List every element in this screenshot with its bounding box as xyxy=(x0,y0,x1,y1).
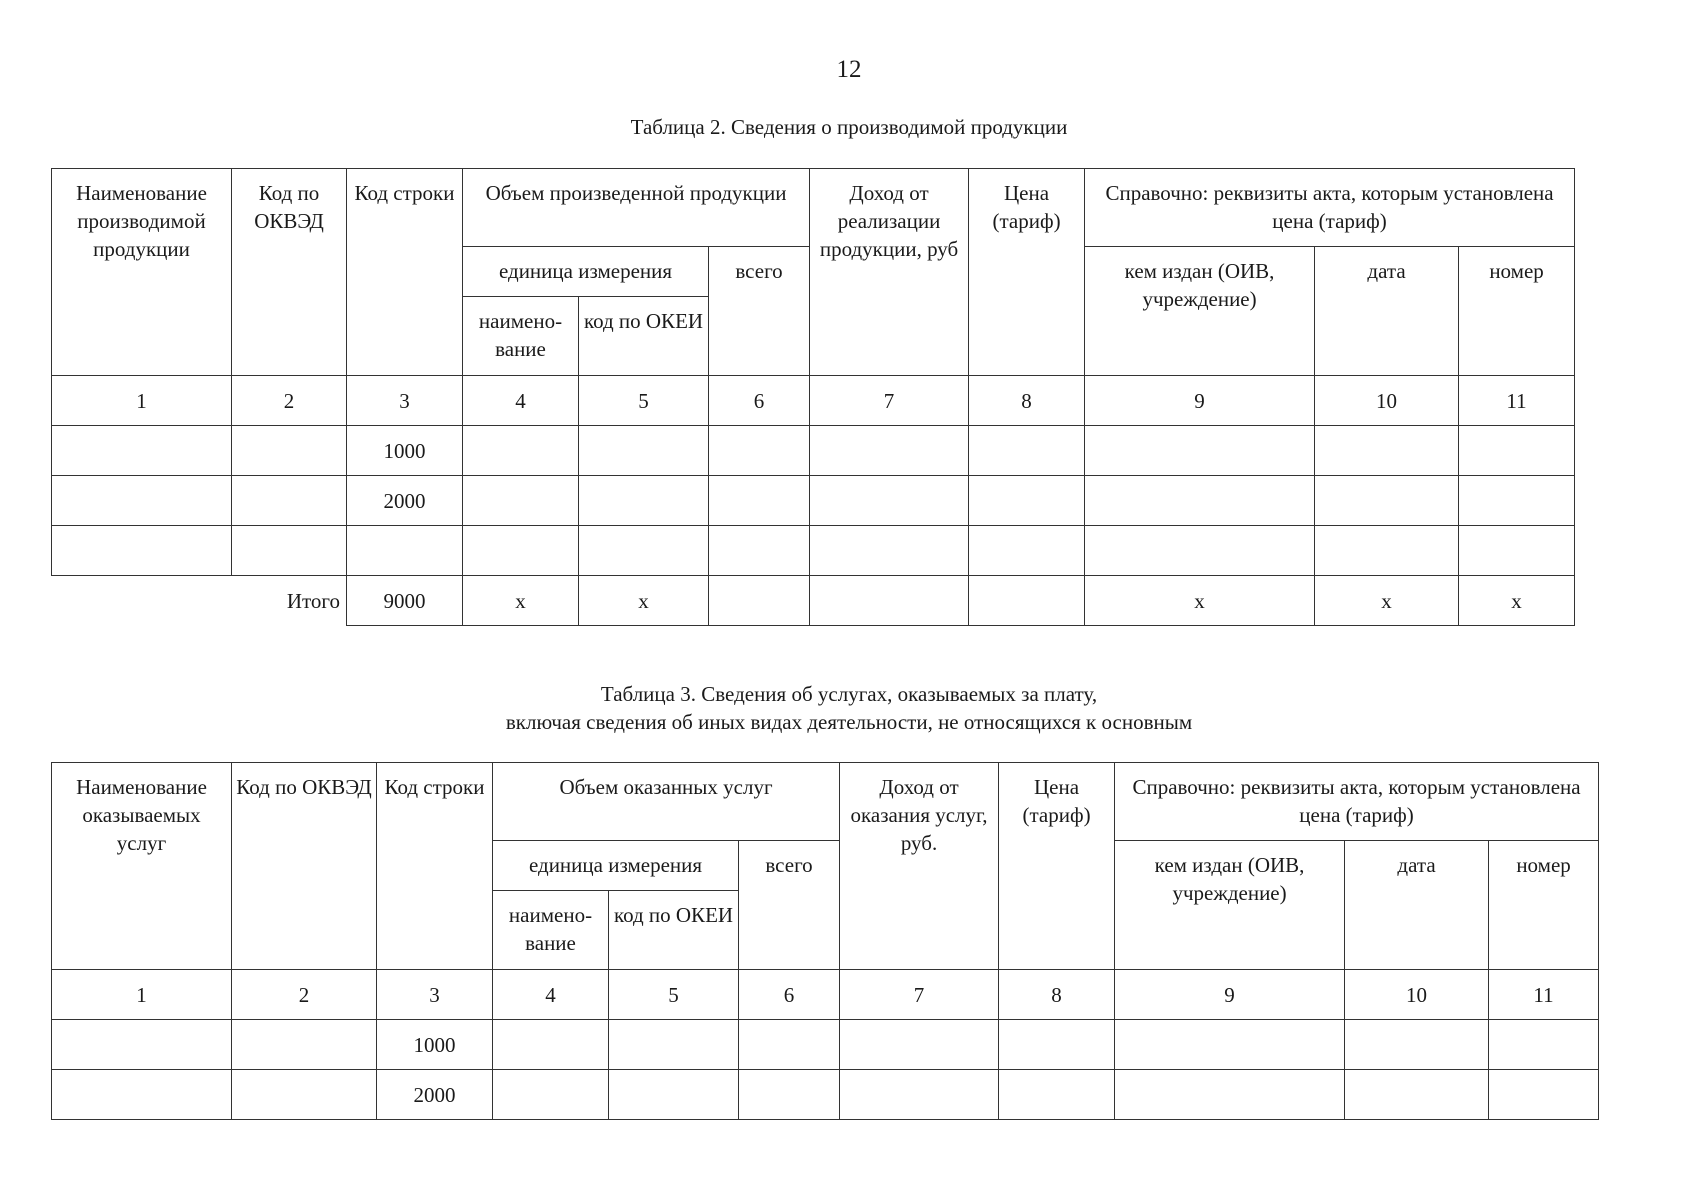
header-act-date: дата xyxy=(1315,247,1459,376)
table-cell[interactable] xyxy=(840,1020,999,1070)
header-volume-total: всего xyxy=(739,841,840,970)
table-row xyxy=(52,476,1575,526)
table-cell[interactable] xyxy=(52,1070,232,1120)
column-number: 7 xyxy=(810,376,969,426)
total-cell: х xyxy=(1085,576,1315,626)
column-number: 4 xyxy=(493,970,609,1020)
table-cell[interactable] xyxy=(52,1020,232,1070)
table-cell[interactable] xyxy=(969,526,1085,576)
header-volume-total: всего xyxy=(709,247,810,376)
table-cell: 2000 xyxy=(377,1070,493,1120)
header-unit-name: наимено-вание xyxy=(463,297,579,376)
table-row xyxy=(52,526,1575,576)
column-number: 3 xyxy=(377,970,493,1020)
table-cell[interactable] xyxy=(1315,526,1459,576)
total-cell: х xyxy=(1459,576,1575,626)
table-cell[interactable] xyxy=(463,476,579,526)
table-row xyxy=(52,1070,1599,1120)
column-number: 9 xyxy=(1085,376,1315,426)
table-cell[interactable] xyxy=(579,426,709,476)
column-number: 9 xyxy=(1115,970,1345,1020)
column-number: 1 xyxy=(52,376,232,426)
header-act-number: номер xyxy=(1489,841,1599,970)
table-row xyxy=(52,1020,1599,1070)
table-cell[interactable] xyxy=(709,526,810,576)
column-number-row xyxy=(52,970,1599,1020)
header-unit-okei-code: код по ОКЕИ xyxy=(609,891,739,970)
table-cell[interactable] xyxy=(232,1020,377,1070)
table-cell[interactable] xyxy=(493,1020,609,1070)
table2-production xyxy=(51,168,1575,626)
table3-caption-line1: Таблица 3. Сведения об услугах, оказываемых за плату, xyxy=(600,682,1098,706)
table-cell[interactable] xyxy=(1115,1070,1345,1120)
table-cell[interactable] xyxy=(739,1020,840,1070)
table-cell[interactable] xyxy=(739,1070,840,1120)
table-cell[interactable] xyxy=(52,426,232,476)
header-okved-code: Код по ОКВЭД xyxy=(232,169,347,376)
header-product-name: Наименование производимой продукции xyxy=(52,169,232,376)
table-cell: 1000 xyxy=(347,426,463,476)
table-cell[interactable] xyxy=(1115,1020,1345,1070)
column-number: 3 xyxy=(347,376,463,426)
table-cell[interactable] xyxy=(810,526,969,576)
table-cell[interactable] xyxy=(463,526,579,576)
table-cell[interactable] xyxy=(969,476,1085,526)
column-number: 7 xyxy=(840,970,999,1020)
table-cell[interactable] xyxy=(1489,1070,1599,1120)
table-cell[interactable] xyxy=(709,476,810,526)
column-number: 6 xyxy=(739,970,840,1020)
column-number: 11 xyxy=(1459,376,1575,426)
column-number: 5 xyxy=(579,376,709,426)
table-cell[interactable] xyxy=(1085,426,1315,476)
header-production-volume: Объем произведенной продукции xyxy=(463,169,810,247)
table-cell[interactable] xyxy=(999,1020,1115,1070)
table-cell[interactable] xyxy=(1315,426,1459,476)
header-service-name: Наименование оказываемых услуг xyxy=(52,763,232,970)
column-number: 8 xyxy=(969,376,1085,426)
table-cell[interactable] xyxy=(1315,476,1459,526)
table3-caption xyxy=(0,680,1698,736)
header-act-issuer: кем издан (ОИВ, учреждение) xyxy=(1115,841,1345,970)
table-row xyxy=(52,426,1575,476)
total-cell: х xyxy=(579,576,709,626)
table-cell: 2000 xyxy=(347,476,463,526)
table-cell[interactable] xyxy=(969,426,1085,476)
table-cell[interactable] xyxy=(232,426,347,476)
header-unit-name: наимено-вание xyxy=(493,891,609,970)
table-cell[interactable] xyxy=(1489,1020,1599,1070)
table-cell[interactable] xyxy=(1085,476,1315,526)
header-row-code: Код строки xyxy=(377,763,493,970)
header-unit-okei-code: код по ОКЕИ xyxy=(579,297,709,376)
table-cell[interactable] xyxy=(232,476,347,526)
header-act-issuer: кем издан (ОИВ, учреждение) xyxy=(1085,247,1315,376)
table-cell[interactable] xyxy=(52,526,232,576)
header-act-reference: Справочно: реквизиты акта, которым установлена цена (тариф) xyxy=(1085,169,1575,247)
table-cell[interactable] xyxy=(810,476,969,526)
table-cell[interactable] xyxy=(609,1070,739,1120)
table-cell[interactable] xyxy=(463,426,579,476)
table-cell[interactable] xyxy=(232,1070,377,1120)
column-number: 8 xyxy=(999,970,1115,1020)
header-row-code: Код строки xyxy=(347,169,463,376)
column-number: 2 xyxy=(232,970,377,1020)
header-sales-income: Доход от реализации продукции, руб xyxy=(810,169,969,376)
table-cell[interactable] xyxy=(579,476,709,526)
table3-paid-services xyxy=(51,762,1599,1120)
total-cell: х xyxy=(463,576,579,626)
table-cell[interactable] xyxy=(1345,1070,1489,1120)
header-services-income: Доход от оказания услуг, руб. xyxy=(840,763,999,970)
table-cell[interactable] xyxy=(1345,1020,1489,1070)
column-number: 5 xyxy=(609,970,739,1020)
table-cell[interactable] xyxy=(1459,426,1575,476)
total-cell: х xyxy=(1315,576,1459,626)
column-number: 1 xyxy=(52,970,232,1020)
table-cell[interactable] xyxy=(347,526,463,576)
table-cell[interactable] xyxy=(1459,526,1575,576)
table-cell[interactable] xyxy=(609,1020,739,1070)
total-label: Итого xyxy=(286,588,340,613)
total-row xyxy=(52,576,1575,626)
total-row-code: 9000 xyxy=(347,576,463,626)
table-cell[interactable] xyxy=(493,1070,609,1120)
table3-caption-line2: включая сведения об иных видах деятельности, не относящихся к основным xyxy=(505,710,1193,734)
table-cell: 1000 xyxy=(377,1020,493,1070)
table-cell[interactable] xyxy=(1459,476,1575,526)
header-price-tariff: Цена (тариф) xyxy=(969,169,1085,376)
column-number: 10 xyxy=(1315,376,1459,426)
table-cell[interactable] xyxy=(232,526,347,576)
table-cell[interactable] xyxy=(840,1070,999,1120)
table2-caption: Таблица 2. Сведения о производимой продукции xyxy=(630,115,1068,139)
total-cell[interactable] xyxy=(810,576,969,626)
page-number: 12 xyxy=(836,56,862,83)
table-cell[interactable] xyxy=(579,526,709,576)
column-number: 6 xyxy=(709,376,810,426)
table-cell[interactable] xyxy=(52,476,232,526)
total-cell[interactable] xyxy=(709,576,810,626)
column-number-row xyxy=(52,376,1575,426)
header-unit-of-measure: единица измерения xyxy=(463,247,709,297)
column-number: 4 xyxy=(463,376,579,426)
column-number: 10 xyxy=(1345,970,1489,1020)
column-number: 11 xyxy=(1489,970,1599,1020)
table-cell[interactable] xyxy=(999,1070,1115,1120)
table-cell[interactable] xyxy=(810,426,969,476)
header-unit-of-measure: единица измерения xyxy=(493,841,739,891)
header-price-tariff: Цена (тариф) xyxy=(999,763,1115,970)
table-cell[interactable] xyxy=(1085,526,1315,576)
header-act-number: номер xyxy=(1459,247,1575,376)
total-cell[interactable] xyxy=(969,576,1085,626)
header-act-reference: Справочно: реквизиты акта, которым установлена цена (тариф) xyxy=(1115,763,1599,841)
column-number: 2 xyxy=(232,376,347,426)
header-act-date: дата xyxy=(1345,841,1489,970)
header-services-volume: Объем оказанных услуг xyxy=(493,763,840,841)
table-cell[interactable] xyxy=(709,426,810,476)
header-okved-code: Код по ОКВЭД xyxy=(232,763,377,970)
